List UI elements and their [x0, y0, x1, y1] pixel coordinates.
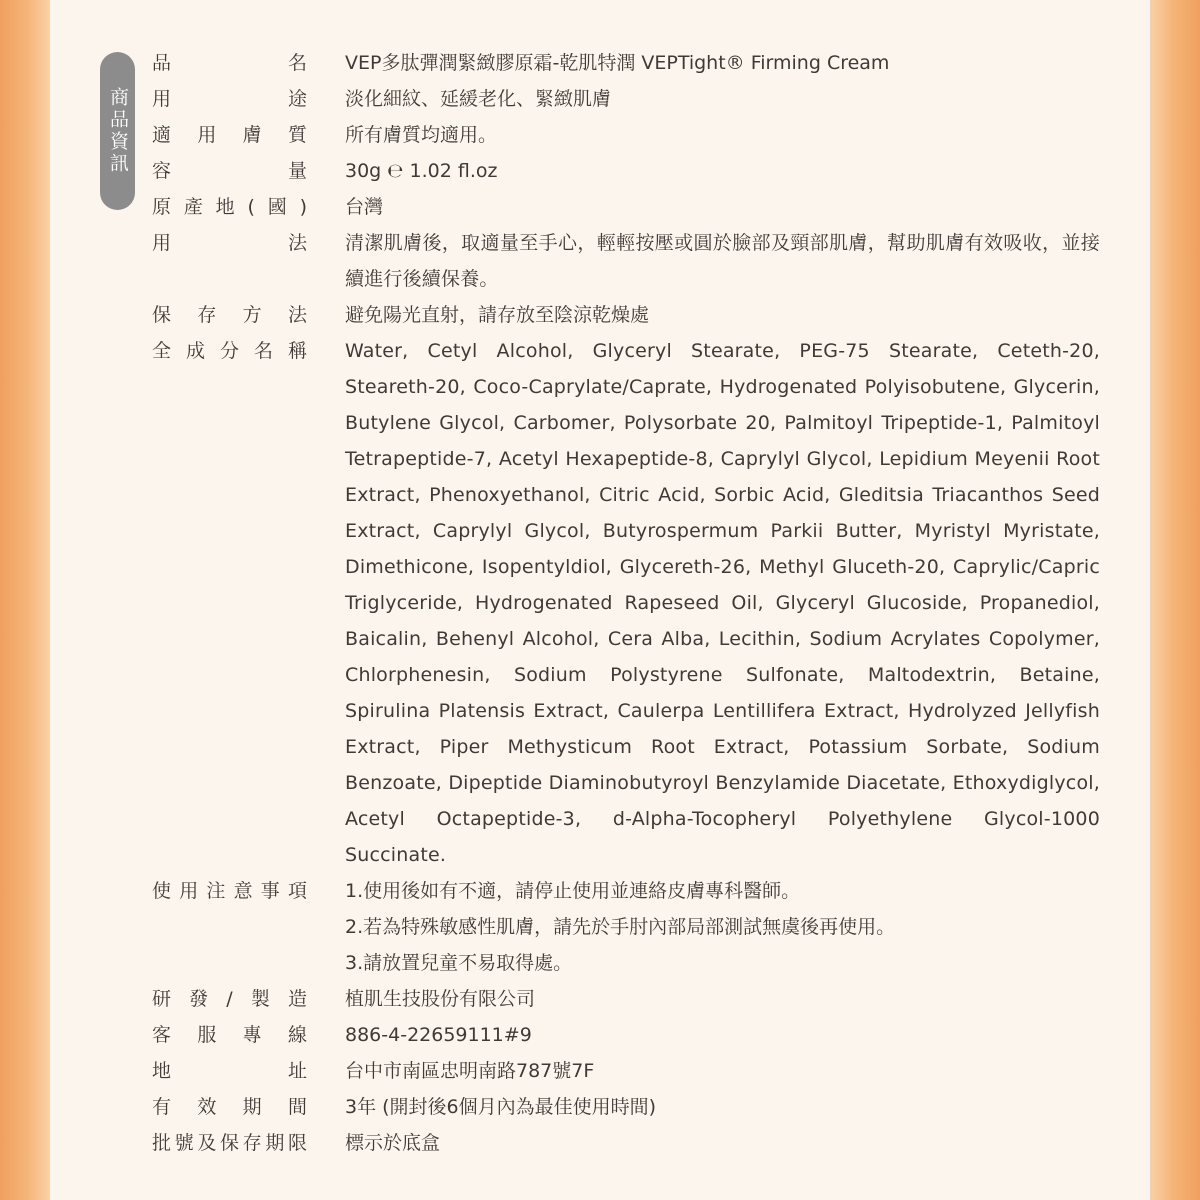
row-storage	[152, 297, 1102, 333]
value-address: 台中市南區忠明南路787號7F	[345, 1060, 595, 1082]
label-batch-expiry: 批號及保存期限	[152, 1132, 307, 1154]
row-service-line	[152, 1017, 1102, 1053]
row-precautions	[152, 873, 1102, 981]
label-service-line: 客服專線	[152, 1024, 307, 1046]
label-purpose: 用途	[152, 88, 307, 110]
value-product-name: VEP多肽彈潤緊緻膠原霜-乾肌特潤 VEPTight® Firming Cream	[345, 52, 890, 74]
label-shelf-life: 有效期間	[152, 1096, 307, 1118]
product-info-tab-label: 商品資訊	[107, 87, 129, 175]
value-shelf-life: 3年 (開封後6個月內為最佳使用時間)	[345, 1096, 657, 1118]
precaution-item-1: 1.使用後如有不適，請停止使用並連絡皮膚專科醫師。	[345, 880, 801, 902]
label-volume: 容量	[152, 160, 307, 182]
value-skin-type: 所有膚質均適用。	[345, 124, 498, 146]
row-manufacturer	[152, 981, 1102, 1017]
value-volume: 30g ℮ 1.02 fl.oz	[345, 160, 498, 182]
value-precautions	[345, 873, 1100, 981]
value-usage: 清潔肌膚後，取適量至手心，輕輕按壓或圓於臉部及頸部肌膚，幫助肌膚有效吸收，並接續進行後續保養。	[345, 232, 1100, 290]
value-service-line: 886-4-22659111#9	[345, 1024, 532, 1046]
precaution-item-2: 2.若為特殊敏感性肌膚，請先於手肘內部局部測試無虞後再使用。	[345, 916, 896, 938]
row-skin-type	[152, 117, 1102, 153]
label-storage: 保存方法	[152, 304, 307, 326]
label-manufacturer: 研發/製造	[152, 988, 307, 1010]
product-info-tab	[100, 52, 135, 210]
value-origin: 台灣	[345, 196, 384, 218]
label-product-name: 品名	[152, 52, 307, 74]
row-batch-expiry	[152, 1125, 1102, 1161]
right-orange-border	[1150, 0, 1200, 1200]
row-purpose	[152, 81, 1102, 117]
value-storage: 避免陽光直射，請存放至陰涼乾燥處	[345, 304, 650, 326]
product-info-table	[152, 45, 1102, 1161]
row-product-name	[152, 45, 1102, 81]
row-usage	[152, 225, 1102, 297]
row-ingredients	[152, 333, 1102, 873]
label-skin-type: 適用膚質	[152, 124, 307, 146]
label-ingredients: 全成分名稱	[152, 340, 307, 362]
value-ingredients: Water, Cetyl Alcohol, Glyceryl Stearate, PEG-75 Stearate, Ceteth-20, Steareth-20, Coco-Caprylate/Caprate, Hydrogenated Polyisobutene, Glycerin, Butylene Glycol, Carbomer, Polysorbate 20, Palmitoyl Tripeptide-1, Palmitoyl Tetrapeptide-7, Acetyl Hexapeptide-8, Caprylyl Glycol, Lepidium Meyenii Root Extract, Phenoxyethanol, Citric Acid, Sorbic Acid, Gleditsia Triacanthos Seed Extract, Caprylyl Glycol, Butyrospermum Parkii Butter, Myristyl Myristate, Dimethicone, Isopentyldiol, Glycereth-26, Methyl Gluceth-20, Caprylic/Capric Triglyceride, Hydrogenated Rapeseed Oil, Glyceryl Glucoside, Propanediol, Baicalin, Behenyl Alcohol, Cera Alba, Lecithin, Sodium Acrylates Copolymer, Chlorphenesin, Sodium Polystyrene Sulfonate, Maltodextrin, Betaine, Spirulina Platensis Extract, Caulerpa Lentillifera Extract, Hydrolyzed Jellyfish Extract, Piper Methysticum Root Extract, Potassium Sorbate, Sodium Benzoate, Dipeptide Diaminobutyroyl Benzylamide Diacetate, Ethoxydiglycol, Acetyl Octapeptide-3, d-Alpha-Tocopheryl Polyethylene Glycol-1000 Succinate.	[345, 340, 1100, 866]
label-usage: 用法	[152, 232, 307, 254]
label-address: 地址	[152, 1060, 307, 1082]
label-precautions: 使用注意事項	[152, 880, 307, 902]
row-address	[152, 1053, 1102, 1089]
row-origin	[152, 189, 1102, 225]
row-volume	[152, 153, 1102, 189]
label-origin: 原產地(國)	[152, 196, 307, 218]
value-purpose: 淡化細紋、延緩老化、緊緻肌膚	[345, 88, 612, 110]
precaution-item-3: 3.請放置兒童不易取得處。	[345, 952, 573, 974]
row-shelf-life	[152, 1089, 1102, 1125]
value-batch-expiry: 標示於底盒	[345, 1132, 441, 1154]
left-orange-border	[0, 0, 50, 1200]
value-manufacturer: 植肌生技股份有限公司	[345, 988, 536, 1010]
